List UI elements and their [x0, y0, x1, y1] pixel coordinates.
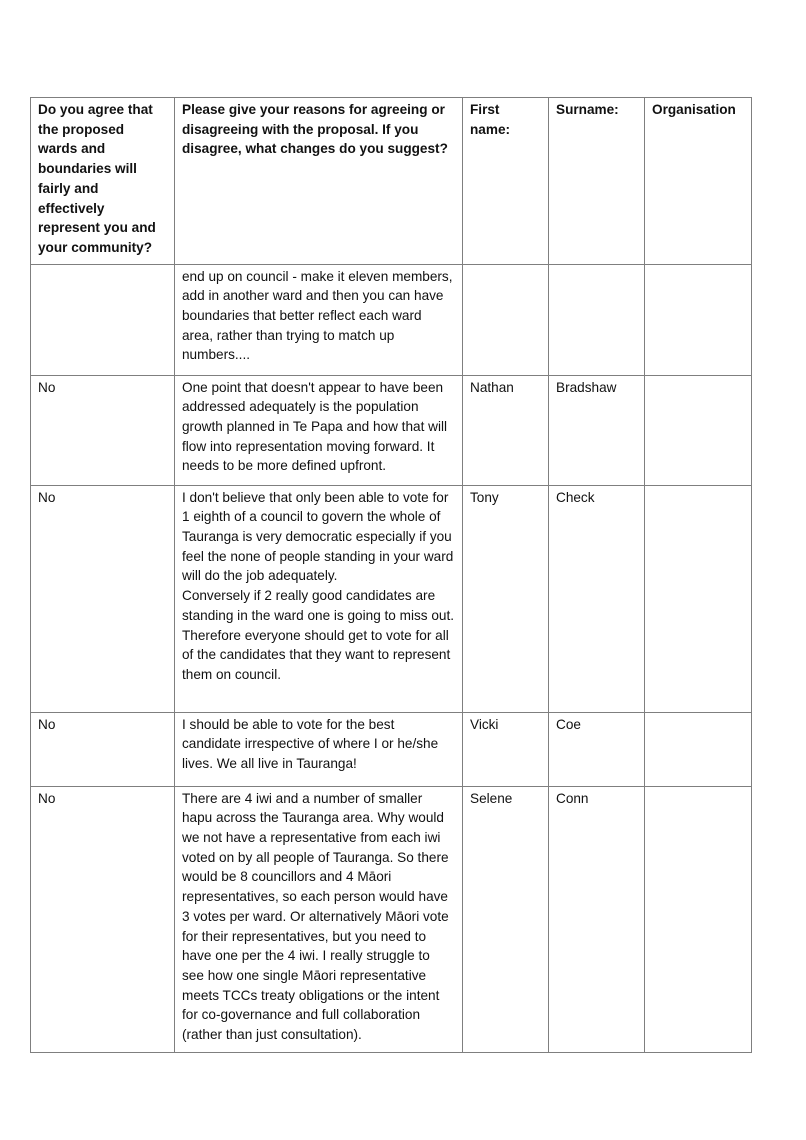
- cell-surname: Coe: [549, 712, 645, 786]
- cell-reason: I should be able to vote for the best candidate irrespective of where I or he/she lives. We all live in Tauranga!: [175, 712, 463, 786]
- cell-first-name: Nathan: [463, 375, 549, 485]
- cell-agree: No: [31, 485, 175, 712]
- cell-reason: I don't believe that only been able to vote for 1 eighth of a council to govern the whole of Tauranga is very democratic especially if you feel the none of people standing in your ward will do the job adequately. Conversely if 2 really good candidates are standing in the ward one is going to miss out. Therefore everyone should get to vote for all of the candidates that they want to represent them on council.: [175, 485, 463, 712]
- header-row: [31, 98, 752, 265]
- table-row: [31, 375, 752, 485]
- header-first-name: First name:: [463, 98, 549, 265]
- cell-surname: Check: [549, 485, 645, 712]
- cell-organisation: [645, 485, 752, 712]
- cell-reason: There are 4 iwi and a number of smaller hapu across the Tauranga area. Why would we not have a representative from each iwi voted on by all people of Tauranga. So there would be 8 councillors and 4 Māori representatives, so each person would have 3 votes per ward. Or alternatively Māori vote for their representatives, but you need to have one per the 4 iwi. I really struggle to see how one single Māori representative meets TCCs treaty obligations or the intent for co-governance and full collaboration (rather than just consultation).: [175, 786, 463, 1052]
- header-organisation: Organisation: [645, 98, 752, 265]
- cell-surname: Conn: [549, 786, 645, 1052]
- cell-organisation: [645, 264, 752, 375]
- header-reasons: Please give your reasons for agreeing or disagreeing with the proposal. If you disagree, what changes do you suggest?: [175, 98, 463, 265]
- cell-first-name: Tony: [463, 485, 549, 712]
- cell-organisation: [645, 712, 752, 786]
- cell-agree: No: [31, 786, 175, 1052]
- cell-reason: One point that doesn't appear to have been addressed adequately is the population growth planned in Te Papa and how that will flow into representation moving forward. It needs to be more defined upfront.: [175, 375, 463, 485]
- table-row: [31, 712, 752, 786]
- table-row: [31, 264, 752, 375]
- submissions-table: [30, 97, 752, 1053]
- header-agree: Do you agree that the proposed wards and boundaries will fairly and effectively represent you and your community?: [31, 98, 175, 265]
- cell-surname: [549, 264, 645, 375]
- header-surname: Surname:: [549, 98, 645, 265]
- cell-first-name: Selene: [463, 786, 549, 1052]
- cell-first-name: [463, 264, 549, 375]
- cell-surname: Bradshaw: [549, 375, 645, 485]
- table-row: [31, 485, 752, 712]
- cell-first-name: Vicki: [463, 712, 549, 786]
- cell-agree: No: [31, 712, 175, 786]
- cell-reason: end up on council - make it eleven members, add in another ward and then you can have boundaries that better reflect each ward area, rather than trying to match up numbers....: [175, 264, 463, 375]
- cell-organisation: [645, 786, 752, 1052]
- cell-organisation: [645, 375, 752, 485]
- cell-agree: No: [31, 375, 175, 485]
- table-row: [31, 786, 752, 1052]
- cell-agree: [31, 264, 175, 375]
